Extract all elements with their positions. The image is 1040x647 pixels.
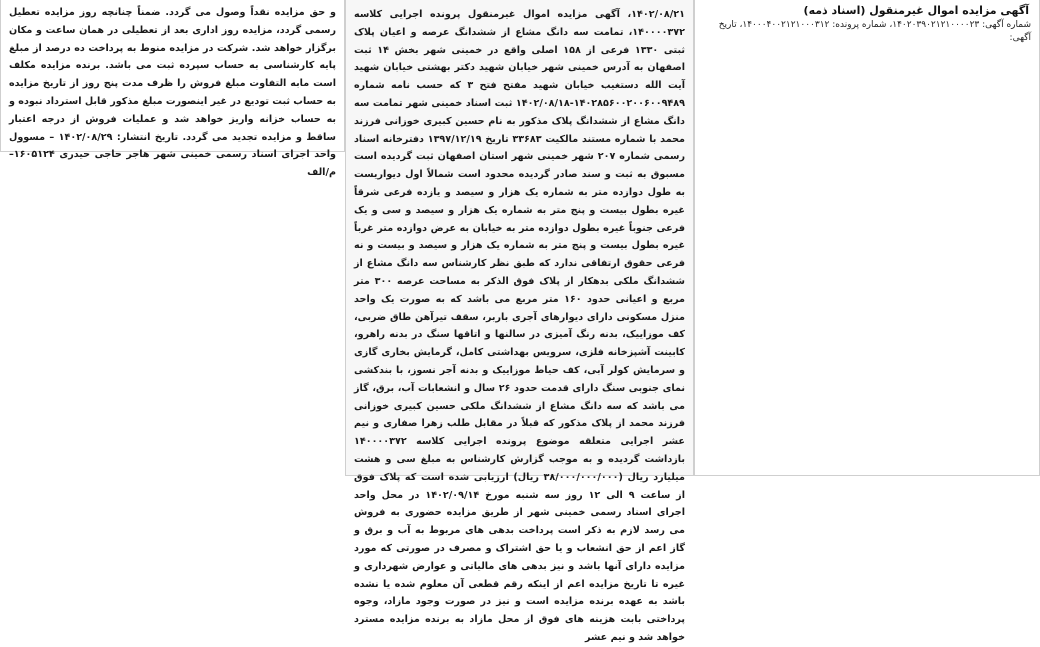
notice-body-column xyxy=(345,0,694,643)
notice-body-text: ۱۴۰۲/۰۸/۲۱، آگهی مزایده اموال غیرمنقول پرونده اجرایی کلاسه ۱۴۰۰۰۰۳۷۲، تمامت سه دانگ مشاع از ششدانگ عرصه و اعیان پلاک ثبتی ۱۳۳۰ فرعی از ۱۵۸ اصلی واقع در خمینی شهر بخش ۱۴ ثبت اصفهان به آدرس خمینی شهر خیابان شهید دکتر بهشتی خیابان شهید آیت الله دستغیب خیابان شهید مفتح فتح ۳ که حسب نامه شماره ۱۴۰۲۸۵۶۰۰۲۰۰۶۰۰۹۴۸۹-۱۴۰۲/۰۸/۱۸ ثبت اسناد خمینی شهر تمامت سه دانگ مشاع از ششدانگ پلاک مذکور به نام حسین کبیری خوزانی فرزند محمد با شماره مستند مالکیت ۳۳۶۸۳ تاریخ ۱۳۹۷/۱۲/۱۹ دفترخانه اسناد رسمی شماره ۲۰۷ شهر خمینی شهر استان اصفهان ثبت گردیده است مسبوق به ثبت و سند صادر گردیده محدود است شمالاً اول دیواریست به طول دوازده متر به شماره یک هزار و سیصد و یازده فرعی شرقاً غیره بطول بیست و پنج متر به شماره یک هزار و سیصد و سی و یک فرعی جنوباً غیره بطول دوازده متر به خیابان به عرض دوازده متر غرباً غیره بطول بیست و پنج متر به شماره یک هزار و سیصد و بیست و نه فرعی حقوق ارتفاقی ندارد که طبق نظر کارشناس سه دانگ مشاع از ششدانگ ملکی بدهکار از پلاک فوق الذکر به مساحت عرصه ۳۰۰ متر مربع و اعیانی حدود ۱۶۰ متر مربع می باشد که به صورت یک واحد منزل مسکونی دارای دیوارهای آجری باربر، سقف تیرآهن طاق ضربی، کف موزاییک، بدنه رنگ آمیزی در سالنها و اتاقها سنگ در بدنه راهرو، کابینت آشپزخانه فلزی، سرویس بهداشتی کامل، گرمایش بخاری گازی و سرمایش کولر آبی، کف حیاط موزاییک و بدنه آجر نسوز، با بندکشی نمای جنوبی سنگ دارای قدمت حدود ۲۶ سال و انشعابات آب، برق، گاز می باشد که سه دانگ مشاع از ششدانگ ملکی حسین کبیری خوزانی فرزند محمد از پلاک مذکور که قبلاً در مقابل طلب زهرا صفاری و نیم عشر اجرایی متعلقه موضوع پرونده اجرایی کلاسه ۱۴۰۰۰۰۳۷۲ بازداشت گردیده و به موجب گزارش کارشناس به مبلغ سی و هشت میلیارد ریال (۳۸/۰۰۰/۰۰۰/۰۰۰ ریال) ارزیابی شده است که پلاک فوق از ساعت ۹ الی ۱۲ روز سه شنبه مورخ ۱۴۰۲/۰۹/۱۴ در محل واحد اجرای اسناد رسمی خمینی شهر از طریق مزایده حضوری به فروش می رسد لازم به ذکر است پرداخت بدهی های مربوط به آب و برق و گاز اعم از حق انشعاب و یا حق اشتراک و مصرف در صورتی که مورد مزایده دارای آنها باشد و نیز بدهی های مالیاتی و عوارض شهرداری و غیره تا تاریخ مزایده اعم از اینکه رقم قطعی آن معلوم شده یا نشده باشد به عهده برنده مزایده است و نیز در صورت وجود مازاد، وجوه پرداختی بابت هزینه های فوق از محل مازاد به برنده مزایده مسترد خواهد شد و نیم عشر xyxy=(354,9,686,643)
notice-continuation-column xyxy=(0,0,345,179)
notice-header-column xyxy=(694,0,1040,476)
notice-continuation-text: و حق مزایده نقداً وصول می گردد. ضمناً چنانچه روز مزایده تعطیل رسمی گردد، مزایده روز اداری بعد از تعطیلی در همان ساعت و مکان برگزار خواهد شد. شرکت در مزایده منوط به پرداخت ده درصد از مبلغ پایه کارشناسی به حساب سپرده ثبت می باشد. برنده مزایده مکلف است مابه التفاوت مبلغ فروش را ظرف مدت پنج روز از تاریخ مزایده به حساب ثبت تودیع در غیر اینصورت مبلغ مذکور قابل استرداد نبوده و به حساب خزانه واریز خواهد شد و عملیات فروش از درجه اعتبار ساقط و مزایده تجدید می گردد. تاریخ انتشار: ۱۴۰۲/۰۸/۲۹ – مسوول واحد اجرای اسناد رسمی خمینی شهر هاجر حاجی حیدری ۱۶۰۵۱۲۴– م/الف xyxy=(9,7,336,179)
notice-title: آگهی مزایده اموال غیرمنقول (اسناد ذمه) xyxy=(803,4,1029,17)
notice-meta: شماره آگهی: ۱۴۰۲۰۳۹۰۲۱۲۱۰۰۰۰۲۳، شماره پرونده: ۱۴۰۰۰۴۰۰۲۱۲۱۰۰۰۳۱۲، تاریخ آگهی: xyxy=(718,20,1031,43)
